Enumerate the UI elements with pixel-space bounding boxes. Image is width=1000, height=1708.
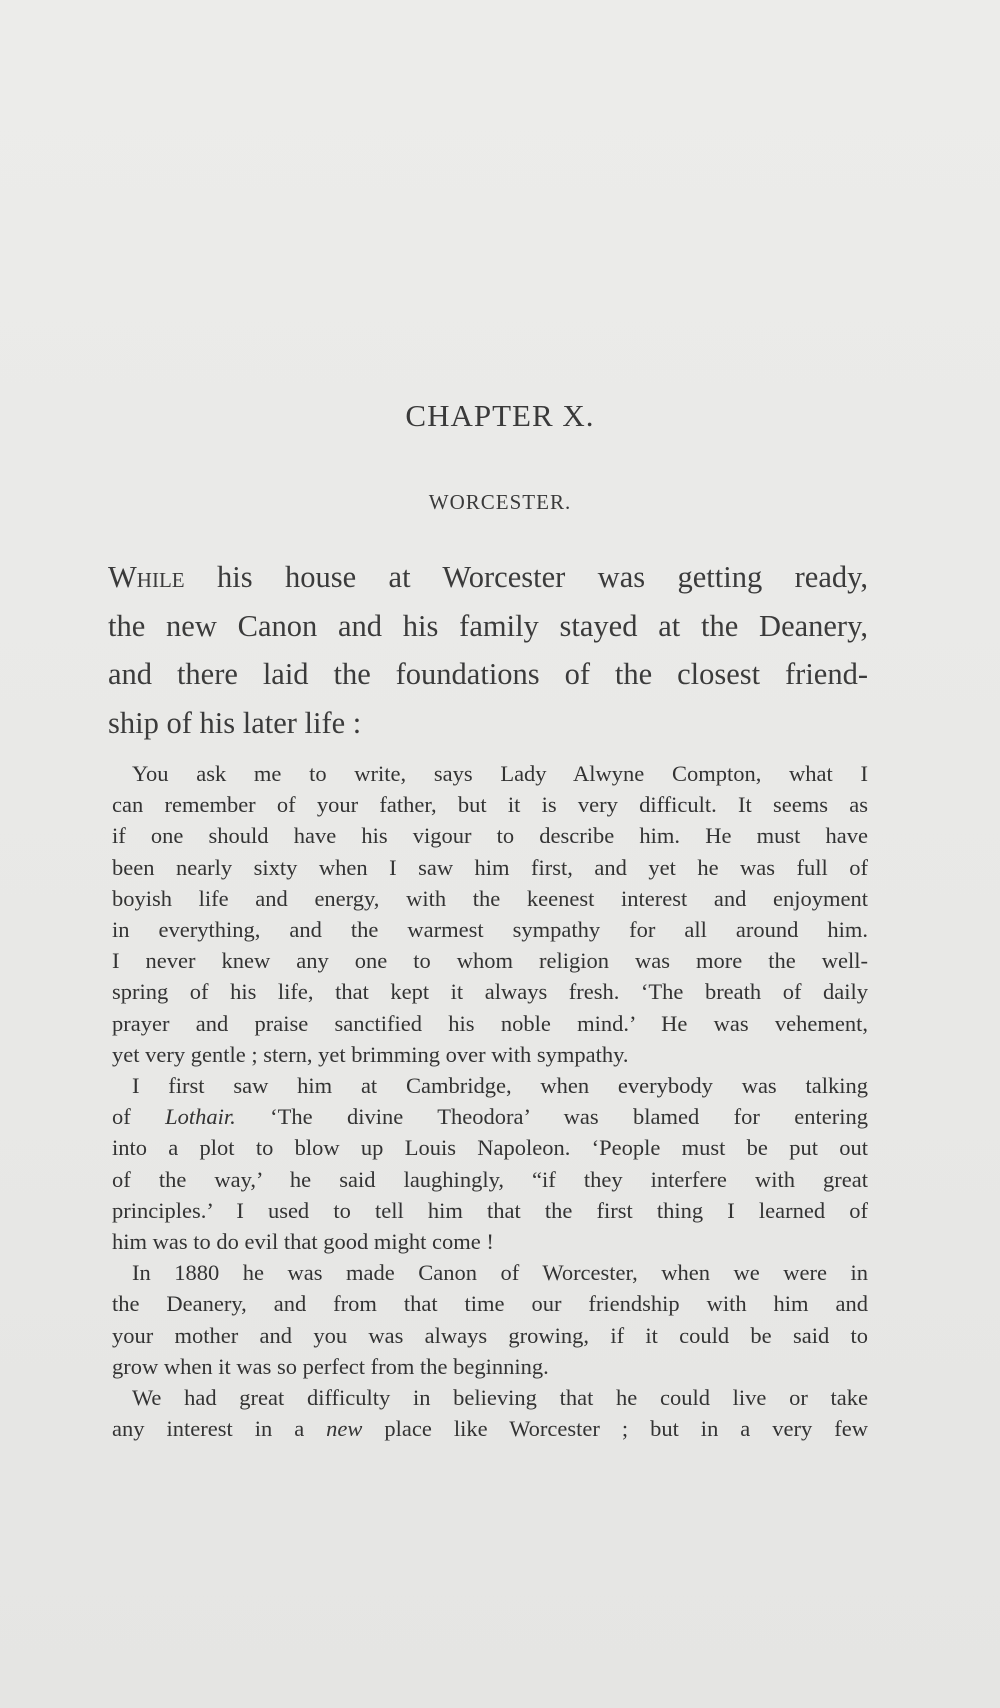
chapter-heading: CHAPTER X.	[405, 398, 595, 433]
quote-line: grow when it was so perfect from the beginning.	[112, 1353, 549, 1379]
quote-line-rest: place like Worcester ; but in a very few	[362, 1416, 868, 1442]
book-title-italic: Lothair.	[165, 1104, 236, 1130]
quote-line-prefix: of	[112, 1104, 166, 1130]
quote-line: spring of his life, that kept it always fresh. ‘The breath of daily	[112, 979, 868, 1005]
intro-first-word: While	[108, 560, 185, 594]
quote-line: prayer and praise sanctified his noble mind.’ He was vehement,	[112, 1010, 868, 1036]
quote-line: can remember of your father, but it is very difficult. It seems as	[112, 792, 868, 818]
emphasis-italic: new	[326, 1416, 363, 1442]
intro-paragraph	[108, 553, 868, 747]
intro-line: ship of his later life :	[108, 705, 362, 740]
quote-line: if one should have his vigour to describe him. He must have	[112, 823, 868, 849]
quote-line: In 1880 he was made Canon of Worcester, when we were in	[132, 1260, 868, 1286]
intro-line: the new Canon and his family stayed at the Deanery,	[108, 608, 868, 643]
intro-line: and there laid the foundations of the closest friend-	[108, 657, 868, 691]
quote-line: principles.’ I used to tell him that the first thing I learned of	[112, 1197, 868, 1223]
quote-line: yet very gentle ; stern, yet brimming over with sympathy.	[112, 1041, 629, 1067]
quoted-letter	[112, 758, 868, 1444]
quote-line: in everything, and the warmest sympathy for all around him.	[112, 917, 868, 943]
quote-line: You ask me to write, says Lady Alwyne Compton, what I	[132, 761, 868, 786]
quote-line: been nearly sixty when I saw him first, and yet he was full of	[112, 854, 868, 880]
quote-line-prefix: any interest in a	[112, 1416, 327, 1442]
quote-line: into a plot to blow up Louis Napoleon. ‘People must be put out	[112, 1135, 868, 1161]
quote-line: I first saw him at Cambridge, when everybody was talking	[132, 1073, 868, 1099]
quote-line-rest: ‘The divine Theodora’ was blamed for entering	[235, 1104, 868, 1130]
quote-line: of the way,’ he said laughingly, “if they interfere with great	[112, 1166, 868, 1192]
quote-line	[112, 1101, 868, 1132]
section-heading: WORCESTER.	[428, 490, 572, 514]
quote-line: We had great difficulty in believing that he could live or take	[132, 1385, 868, 1411]
quote-line: your mother and you was always growing, if it could be said to	[112, 1322, 868, 1348]
intro-line-text: his house at Worcester was getting ready,	[184, 560, 868, 594]
quote-line: the Deanery, and from that time our friendship with him and	[112, 1291, 868, 1317]
quote-line: boyish life and energy, with the keenest interest and enjoyment	[112, 885, 868, 911]
quote-line	[112, 1413, 868, 1444]
quote-line: I never knew any one to whom religion was more the well-	[112, 948, 868, 974]
intro-line	[108, 553, 868, 602]
quote-line: him was to do evil that good might come !	[112, 1229, 494, 1255]
